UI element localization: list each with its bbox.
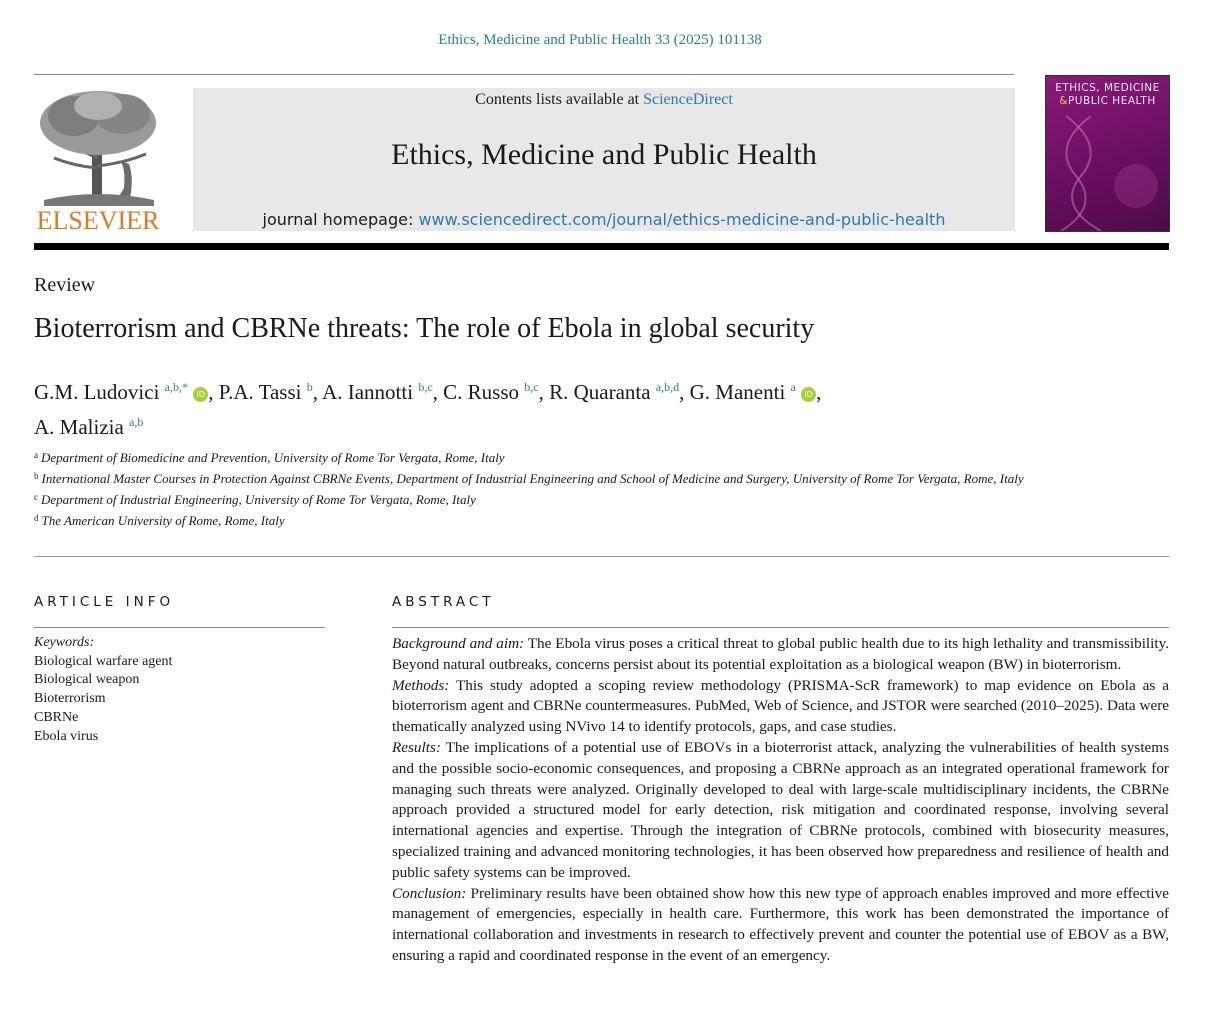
author-affiliation-marker[interactable]: a,b, xyxy=(164,380,182,394)
article-info-heading: ARTICLE INFO xyxy=(34,594,175,610)
keyword-item: Biological warfare agent xyxy=(34,653,173,669)
affiliation-key: d xyxy=(34,513,39,523)
keywords-block xyxy=(34,634,172,746)
affiliation-text: Department of Industrial Engineering, University of Rome Tor Vergata, Rome, Italy xyxy=(41,492,476,507)
author-name[interactable]: G. Manenti xyxy=(689,380,786,404)
article-type: Review xyxy=(34,274,96,296)
author-affiliation-marker[interactable]: b,c xyxy=(524,380,539,394)
journal-cover-image[interactable] xyxy=(1045,75,1170,232)
author-affiliation-marker[interactable]: a,b,d xyxy=(655,380,680,394)
abstract-section-text: The Ebola virus poses a critical threat to global public health due to its high lethality and transmissibility. Beyond natural outbreaks, concerns persist about its potential exploitation as a biological weapon (BW) in bioterrorism. xyxy=(392,635,1169,673)
cover-title-line1: ETHICS, MEDICINE xyxy=(1055,82,1160,94)
abstract-section xyxy=(392,884,1169,967)
author-affiliation-marker[interactable]: b xyxy=(306,380,313,394)
author-name[interactable]: R. Quaranta xyxy=(549,380,651,404)
abstract-section-text: This study adopted a scoping review methodology (PRISMA-ScR framework) to map evidence on Ebola as a bioterrorism agent and CBRNe countermeasures. PubMed, Web of Science, and JSTOR were searched (2010–2025). Data were thematically analyzed using NVivo 14 to identify protocols, gaps, and case studies. xyxy=(392,676,1169,736)
author-separator: , xyxy=(679,380,690,404)
abstract-section xyxy=(392,634,1169,676)
contents-prefix: Contents lists available at xyxy=(475,91,644,108)
article-title: Bioterrorism and CBRNe threats: The role of Ebola in global security xyxy=(34,313,815,344)
header-bottom-bar xyxy=(34,243,1169,250)
abstract-section-label: Conclusion: xyxy=(392,884,467,902)
orcid-icon[interactable]: iD xyxy=(801,387,816,402)
affiliation-key: a xyxy=(34,450,38,460)
keyword-item: Ebola virus xyxy=(34,728,99,744)
section-divider xyxy=(34,556,1169,557)
affiliation-item xyxy=(34,467,1034,488)
affiliation-item xyxy=(34,446,1034,467)
affiliation-item xyxy=(34,488,1034,509)
keyword-item: Bioterrorism xyxy=(34,691,106,707)
author-list xyxy=(34,372,1034,442)
publisher-name: ELSEVIER xyxy=(36,206,160,235)
abstract-body xyxy=(392,634,1169,967)
abstract-section xyxy=(392,738,1169,884)
author-separator: , xyxy=(816,380,822,404)
abstract-section-label: Background and aim: xyxy=(392,635,525,652)
affiliation-text: International Master Courses in Protection Against CBRNe Events, Department of Industrial Engineering and School of Medicine and Surgery, University of Rome Tor Vergata, Rome, Italy xyxy=(41,471,1024,486)
affiliation-key: c xyxy=(34,492,38,502)
abstract-section-label: Results: xyxy=(392,738,441,756)
abstract-section-label: Methods: xyxy=(392,676,450,694)
author-affiliation-marker[interactable]: a,b xyxy=(129,415,144,429)
cover-title-amp: & xyxy=(1059,95,1068,107)
abstract-section xyxy=(392,676,1169,738)
affiliation-item xyxy=(34,509,1034,530)
journal-title: Ethics, Medicine and Public Health xyxy=(391,138,817,171)
homepage-prefix: journal homepage: xyxy=(262,210,419,229)
sciencedirect-link[interactable]: ScienceDirect xyxy=(643,91,733,108)
cover-title-line2-wrap xyxy=(1046,95,1169,108)
contents-line xyxy=(193,91,1015,109)
elsevier-logo[interactable] xyxy=(34,88,162,234)
author-affiliation-marker[interactable]: b,c xyxy=(418,380,433,394)
affiliation-key: b xyxy=(34,471,39,481)
keyword-item: CBRNe xyxy=(34,709,79,725)
author-separator: , xyxy=(208,380,219,404)
author-name[interactable]: A. Iannotti xyxy=(322,380,414,404)
author-name[interactable]: A. Malizia xyxy=(34,415,124,439)
article-info-rule xyxy=(34,627,325,628)
journal-homepage xyxy=(193,210,1015,229)
author-name[interactable]: C. Russo xyxy=(443,380,519,404)
affiliation-text: Department of Biomedicine and Prevention, University of Rome Tor Vergata, Rome, Italy xyxy=(41,450,505,465)
abstract-heading: ABSTRACT xyxy=(392,594,495,610)
abstract-rule xyxy=(392,627,1169,628)
author-affiliation-marker[interactable]: a xyxy=(790,380,796,394)
keyword-item: Biological weapon xyxy=(34,672,140,688)
author-name[interactable]: P.A. Tassi xyxy=(218,380,302,404)
journal-citation[interactable]: Ethics, Medicine and Public Health 33 (2025) 101138 xyxy=(438,32,762,48)
header-divider xyxy=(34,74,1014,75)
orcid-icon[interactable]: iD xyxy=(193,387,208,402)
keywords-label: Keywords: xyxy=(34,635,95,650)
abstract-section-text: The implications of a potential use of EBOVs in a bioterrorist attack, analyzing the vulnerabilities of health systems and the possible socio-economic consequences, and proposing a CBRNe approach as an integrated operational framework for managing such threats were analyzed. Originally developed to deal with large-scale multidisciplinary incidents, the CBRNe approach provided a structured model for early detection, risk mitigation and coordinated response, involving several international agencies and expertise. Through the integration of CBRNe protocols, combined with biosecurity measures, specialized training and advanced monitoring technologies, it has been observed how preparedness and resilience of health and public safety systems can be improved. xyxy=(392,738,1169,881)
affiliation-text: The American University of Rome, Rome, Italy xyxy=(41,513,285,528)
cover-title-line2: PUBLIC HEALTH xyxy=(1067,95,1156,107)
author-separator: , xyxy=(312,380,323,404)
author-separator: , xyxy=(432,380,444,404)
abstract-section-text: Preliminary results have been obtained show how this new type of approach enables improved and more effective management of emergencies, especially in health care. Furthermore, this work has been demonstrated the importance of international collaboration and investments in research to effectively prevent and counter the potential use of EBOV as a BW, ensuring a rapid and coordinated response in the event of an emergency. xyxy=(392,884,1169,964)
homepage-link[interactable]: www.sciencedirect.com/journal/ethics-medicine-and-public-health xyxy=(418,210,946,229)
corresponding-author-marker[interactable]: * xyxy=(181,380,188,394)
journal-banner xyxy=(193,88,1015,231)
author-name[interactable]: G.M. Ludovici xyxy=(34,380,160,404)
cover-title xyxy=(1046,82,1169,108)
affiliation-list xyxy=(34,446,1034,530)
author-separator: , xyxy=(538,380,550,404)
